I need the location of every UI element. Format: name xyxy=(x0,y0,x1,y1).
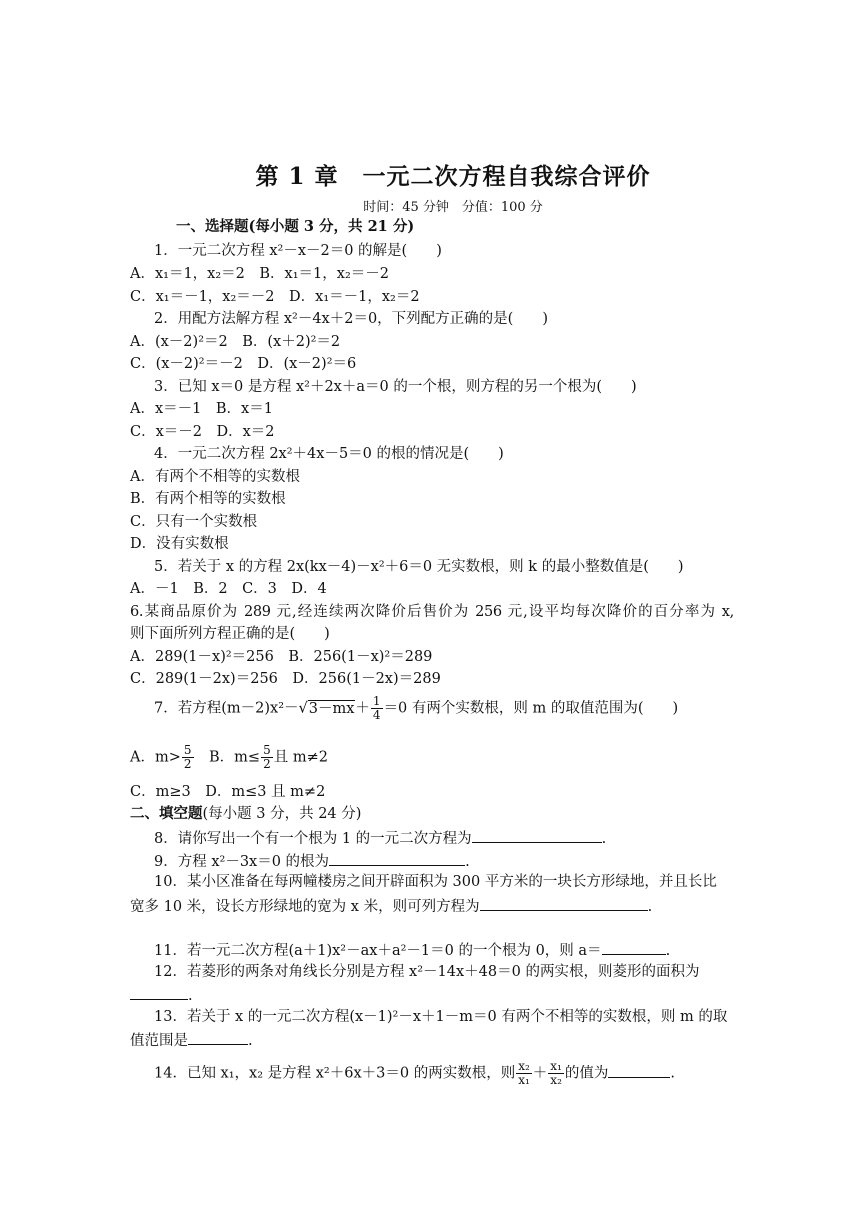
fraction-numerator: x₁ xyxy=(550,1059,562,1073)
question-8 xyxy=(154,828,606,848)
question-3-stem: 3．已知 x＝0 是方程 x²＋2x＋a＝0 的一个根，则方程的另一个根为( ) xyxy=(154,379,637,395)
question-10-line2 xyxy=(130,896,652,916)
question-14 xyxy=(154,1060,675,1087)
question-11-stem: 11．若一元二次方程(a＋1)x²－ax＋a²－1＝0 的一个根为 0，则 a＝ xyxy=(154,943,602,959)
question-9-stem: 9．方程 x²－3x＝0 的根为 xyxy=(154,854,330,870)
question-14-mid: 的值为 xyxy=(564,1065,609,1082)
question-5-stem: 5．若关于 x 的方程 2x(kx－4)－x²＋6＝0 无实数根，则 k 的最小整数值是( ) xyxy=(154,559,684,575)
section-heading-choice: 一、选择题(每小题 3 分，共 21 分) xyxy=(176,218,415,235)
answer-blank[interactable] xyxy=(188,1030,248,1045)
question-7-options-cd: C．m≥3 D．m≤3 且 m≠2 xyxy=(130,784,326,800)
question-7-stem xyxy=(154,695,678,722)
question-7-plus: ＋ xyxy=(355,700,370,717)
sqrt-radicand: 3－mx xyxy=(308,700,355,717)
fraction-denominator: 2 xyxy=(263,757,271,771)
question-4-stem: 4．一元二次方程 2x²＋4x－5＝0 的根的情况是( ) xyxy=(154,446,504,462)
answer-blank[interactable] xyxy=(472,828,602,843)
question-11-end: . xyxy=(665,943,671,959)
question-7-stem-start: 7．若方程(m－2)x²－ xyxy=(154,700,299,717)
fraction-denominator: x₂ xyxy=(550,1073,562,1087)
question-1-stem: 1．一元二次方程 x²－x－2＝0 的解是( ) xyxy=(154,243,442,259)
question-2-options-cd: C．(x－2)²＝－2 D．(x－2)²＝6 xyxy=(130,356,357,372)
question-13-line1: 13．若关于 x 的一元二次方程(x－1)²－x＋1－m＝0 有两个不相等的实数根，则 m 的取 xyxy=(154,1009,728,1025)
question-7-option-b: B．m≤ xyxy=(194,749,261,766)
fraction-numerator: 5 xyxy=(263,743,271,757)
question-9 xyxy=(154,851,470,871)
fraction-numerator: x₂ xyxy=(518,1059,530,1073)
question-6-stem-line1: 6.某商品原价为 289 元,经连续两次降价后售价为 256 元,设平均每次降价的百分率为 x, xyxy=(130,604,734,620)
question-8-end: . xyxy=(601,831,607,847)
question-7-options-ab xyxy=(130,744,328,771)
page-title: 第 1 章 一元二次方程自我综合评价 xyxy=(255,163,651,190)
answer-blank[interactable] xyxy=(130,985,188,1000)
question-9-end: . xyxy=(465,854,470,870)
fraction-five-halves-b xyxy=(261,744,273,771)
fraction-x2-over-x1 xyxy=(516,1060,532,1087)
question-2-stem: 2．用配方法解方程 x²－4x＋2＝0，下列配方正确的是( ) xyxy=(154,311,548,327)
question-6-options-ab: A．289(1－x)²＝256 B．256(1－x)²＝289 xyxy=(130,649,433,665)
fraction-denominator: x₁ xyxy=(518,1073,530,1087)
question-14-plus: ＋ xyxy=(532,1065,548,1082)
question-2-options-ab: A．(x－2)²＝2 B．(x＋2)²＝2 xyxy=(130,334,341,350)
question-7-option-b-end: 且 m≠2 xyxy=(273,749,328,766)
section-heading-fill-rest: (每小题 3 分，共 24 分) xyxy=(202,806,362,822)
question-13-end: . xyxy=(248,1033,253,1049)
question-12-line2 xyxy=(130,985,193,1005)
section-heading-fill xyxy=(130,805,361,823)
question-3-options-ab: A．x＝－1 B．x＝1 xyxy=(130,401,273,417)
answer-blank[interactable] xyxy=(329,851,465,866)
question-14-end: . xyxy=(670,1065,675,1082)
question-4-option-a: A．有两个不相等的实数根 xyxy=(130,469,300,485)
question-12-line1: 12．若菱形的两条对角线长分别是方程 x²－14x＋48＝0 的两实根，则菱形的面积为 xyxy=(154,964,700,980)
question-11 xyxy=(154,940,670,960)
question-10-stem: 宽多 10 米，设长方形绿地的宽为 x 米，则可列方程为 xyxy=(130,899,480,915)
question-4-option-d: D．没有实数根 xyxy=(130,536,229,552)
fraction-one-quarter xyxy=(371,695,383,722)
question-1-options-ab: A．x₁＝1，x₂＝2 B．x₁＝1，x₂＝－2 xyxy=(130,266,389,282)
answer-blank[interactable] xyxy=(480,896,648,911)
fraction-numerator: 1 xyxy=(372,694,381,708)
question-12-end: . xyxy=(188,988,193,1004)
question-7-stem-end: ＝0 有两个实数根，则 m 的取值范围为( ) xyxy=(383,700,679,717)
fraction-five-halves-a xyxy=(182,744,194,771)
answer-blank[interactable] xyxy=(608,1063,670,1078)
question-3-options-cd: C．x＝－2 D．x＝2 xyxy=(130,424,275,440)
question-6-stem-line2: 则下面所列方程正确的是( ) xyxy=(130,626,330,642)
page-subtitle: 时间：45 分钟 分值：100 分 xyxy=(363,200,543,215)
fraction-numerator: 5 xyxy=(183,743,192,757)
question-4-option-b: B．有两个相等的实数根 xyxy=(130,491,286,507)
question-10-line1: 10．某小区准备在每两幢楼房之间开辟面积为 300 平方米的一块长方形绿地，并且长比 xyxy=(154,874,717,890)
fraction-denominator: 2 xyxy=(183,757,192,771)
section-heading-fill-bold: 二、填空题 xyxy=(130,805,203,822)
question-14-stem: 14．已知 x₁，x₂ 是方程 x²＋6x＋3＝0 的两实数根，则 xyxy=(154,1065,516,1082)
question-13-line2 xyxy=(130,1030,253,1050)
question-5-options: A．－1 B．2 C．3 D．4 xyxy=(130,581,327,597)
question-1-options-cd: C．x₁＝－1，x₂＝－2 D．x₁＝－1，x₂＝2 xyxy=(130,289,420,305)
fraction-x1-over-x2 xyxy=(548,1060,564,1087)
question-6-options-cd: C．289(1－2x)＝256 D．256(1－2x)＝289 xyxy=(130,671,441,687)
answer-blank[interactable] xyxy=(602,940,666,955)
question-4-option-c: C．只有一个实数根 xyxy=(130,514,258,530)
sqrt-sign: √ xyxy=(298,700,308,717)
fraction-denominator: 4 xyxy=(372,708,381,722)
question-8-stem: 8．请你写出一个有一个根为 1 的一元二次方程为 xyxy=(154,831,472,847)
question-7-option-a: A．m> xyxy=(130,749,181,766)
question-13-stem: 值范围是 xyxy=(130,1033,188,1049)
question-10-end: . xyxy=(647,899,653,915)
